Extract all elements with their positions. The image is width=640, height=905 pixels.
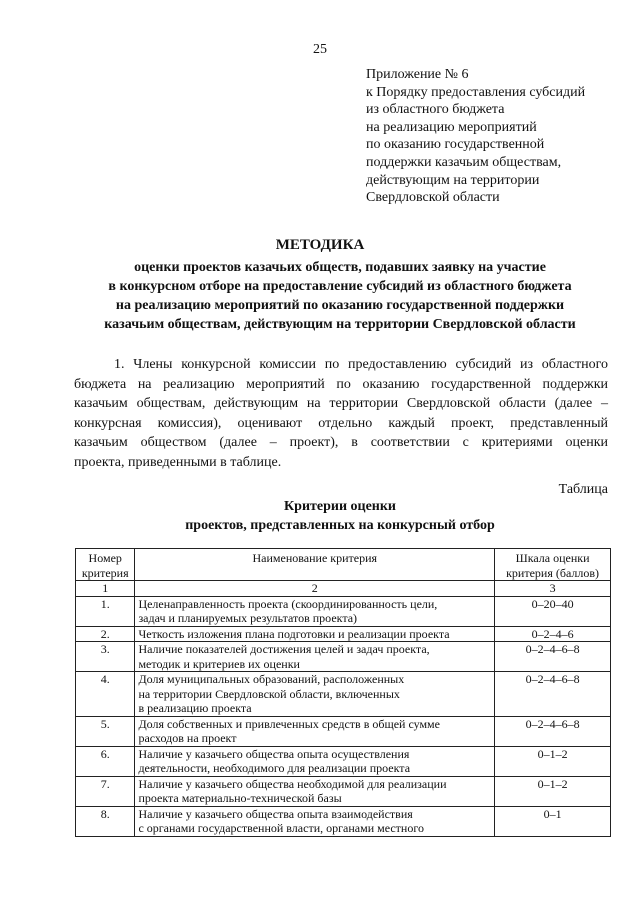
row-scale: 0–2–4–6–8	[495, 672, 611, 717]
header-text: Номер	[88, 551, 122, 565]
row-number: 7.	[76, 776, 135, 806]
criterion-text: методик и критериев их оценки	[138, 656, 300, 671]
appendix-line: Приложение № 6	[366, 67, 469, 82]
row-number: 2.	[76, 626, 135, 642]
table-row	[76, 716, 611, 746]
paragraph-line: казачьим обществам, действующим на территории Свердловской области (далее –	[74, 396, 608, 412]
header-scale	[495, 549, 611, 581]
criterion-text: Целенаправленность проекта (скоординированность цели,	[138, 596, 438, 611]
page-number: 25	[313, 42, 327, 57]
row-scale: 0–2–4–6	[495, 626, 611, 642]
table-title-line: Критерии оценки	[284, 499, 396, 514]
criterion-text: Четкость изложения плана подготовки и реализации проекта	[138, 626, 450, 641]
paragraph-line: проекта, приведенными в таблице.	[74, 454, 282, 470]
appendix-line: из областного бюджета	[366, 102, 505, 118]
subtitle-line: оценки проектов казачьих обществ, подавших заявку на участие	[134, 260, 546, 275]
row-criterion	[135, 642, 495, 672]
row-criterion	[135, 672, 495, 717]
row-scale: 0–2–4–6–8	[495, 642, 611, 672]
table-row	[76, 776, 611, 806]
header-name	[135, 549, 495, 581]
criteria-table	[75, 548, 611, 837]
table-row	[76, 746, 611, 776]
paragraph-line: бюджета на реализацию мероприятий по оказанию государственной поддержки	[74, 376, 608, 392]
table-row	[76, 642, 611, 672]
paragraph-line: конкурсная комиссия), оценивают отдельно каждый проект, представленный	[74, 415, 608, 431]
table-row	[76, 596, 611, 626]
table-row	[76, 626, 611, 642]
criterion-text: Наличие у казачьего общества необходимой для реализации	[138, 776, 447, 791]
row-criterion	[135, 626, 495, 642]
subtitle-line: в конкурсном отборе на предоставление субсидий из областного бюджета	[108, 279, 572, 294]
column-number: 3	[495, 581, 611, 597]
table-title	[0, 497, 640, 535]
document-subtitle	[70, 258, 610, 334]
criterion-text: деятельности, необходимого для реализации проекта	[138, 761, 411, 775]
row-scale: 0–1–2	[495, 776, 611, 806]
row-number: 3.	[76, 642, 135, 672]
header-text: критерия (баллов)	[506, 565, 600, 580]
criterion-text: Наличие показателей достижения целей и задач проекта,	[138, 642, 430, 656]
criterion-text: Доля муниципальных образований, расположенных	[138, 672, 405, 686]
criterion-text: на территории Свердловской области, включенных	[138, 686, 400, 701]
criterion-text: Наличие у казачьего общества опыта осуществления	[138, 746, 410, 761]
table-header-row	[76, 549, 611, 581]
paragraph-1	[74, 355, 608, 473]
row-criterion	[135, 746, 495, 776]
appendix-line: поддержки казачьим обществам,	[366, 154, 562, 170]
column-number-row	[76, 581, 611, 597]
table-label: Таблица	[558, 482, 608, 497]
row-number: 6.	[76, 746, 135, 776]
header-number	[76, 549, 135, 581]
appendix-line: действующим на территории	[366, 172, 540, 188]
subtitle-line: казачьим обществам, действующим на территории Свердловской области	[104, 317, 576, 332]
row-number: 1.	[76, 596, 135, 626]
criterion-text: в реализацию проекта	[138, 701, 252, 715]
criterion-text: расходов на проект	[138, 731, 237, 745]
header-text: критерия	[81, 565, 129, 580]
row-scale: 0–1	[495, 806, 611, 836]
row-number: 4.	[76, 672, 135, 717]
row-scale: 0–2–4–6–8	[495, 716, 611, 746]
row-scale: 0–20–40	[495, 596, 611, 626]
criterion-text: задач и планируемых результатов проекта)	[138, 611, 358, 625]
table-row	[76, 672, 611, 717]
appendix-line: по оказанию государственной	[366, 137, 545, 153]
row-criterion	[135, 776, 495, 806]
appendix-note	[366, 66, 626, 207]
appendix-line: Свердловской области	[366, 190, 500, 206]
document-title: МЕТОДИКА	[275, 237, 365, 253]
row-criterion	[135, 596, 495, 626]
row-scale: 0–1–2	[495, 746, 611, 776]
criterion-text: Доля собственных и привлеченных средств в общей сумме	[138, 716, 440, 731]
paragraph-line: казачьим обществом (далее – проект), в соответствии с критериями оценки	[74, 435, 608, 451]
paragraph-line: 1. Члены конкурсной комиссии по предоставлению субсидий из областного	[114, 357, 608, 372]
row-number: 5.	[76, 716, 135, 746]
header-text: Шкала оценки	[515, 551, 590, 565]
criterion-text: проекта материально-технической базы	[138, 791, 342, 805]
criterion-text: Наличие у казачьего общества опыта взаимодействия	[138, 806, 413, 821]
row-number: 8.	[76, 806, 135, 836]
table-title-line: проектов, представленных на конкурсный отбор	[185, 518, 495, 533]
row-criterion	[135, 716, 495, 746]
column-number: 2	[135, 581, 495, 597]
criterion-text: с органами государственной власти, органами местного	[138, 821, 424, 835]
appendix-line: на реализацию мероприятий	[366, 119, 537, 135]
table-row	[76, 806, 611, 836]
column-number: 1	[76, 581, 135, 597]
row-criterion	[135, 806, 495, 836]
appendix-line: к Порядку предоставления субсидий	[366, 84, 586, 100]
header-text: Наименование критерия	[252, 551, 378, 565]
subtitle-line: на реализацию мероприятий по оказанию государственной поддержки	[115, 298, 565, 313]
